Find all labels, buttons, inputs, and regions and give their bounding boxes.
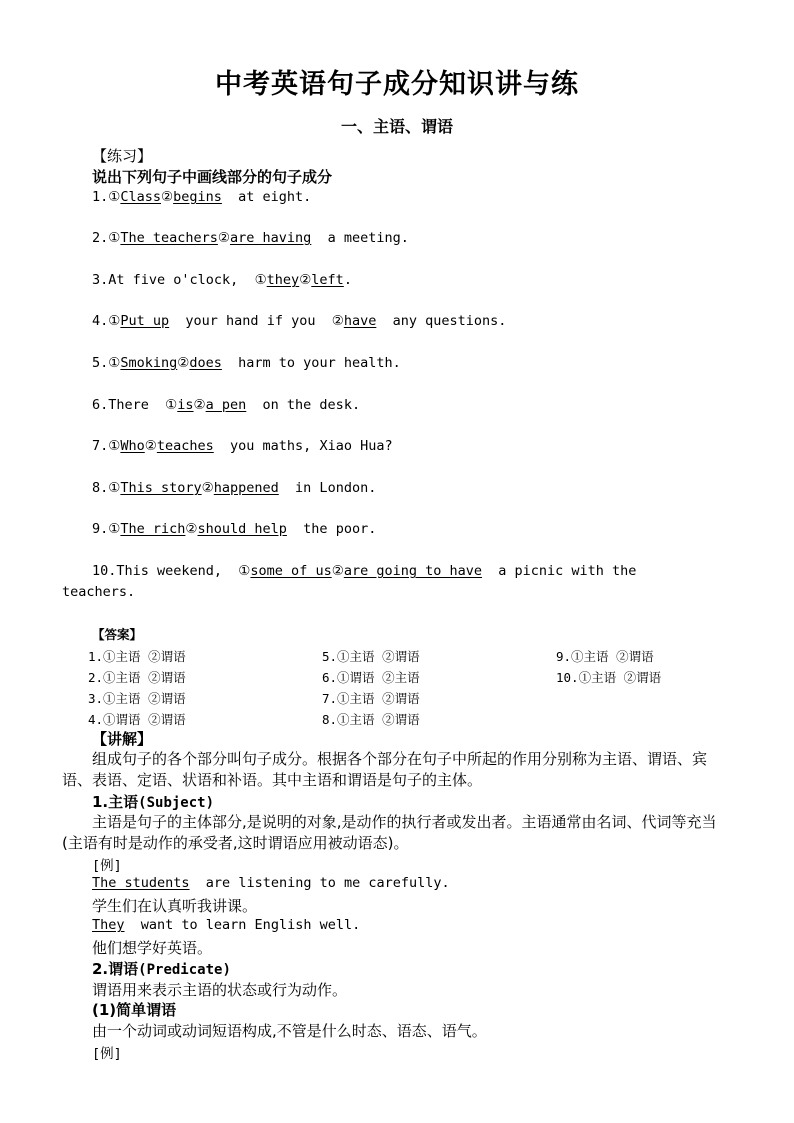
underlined-part: is bbox=[177, 397, 194, 413]
section-title: 一、主语、谓语 bbox=[340, 117, 453, 136]
simple-predicate-heading-num: (1) bbox=[92, 1001, 117, 1019]
predicate-example-label: [例] bbox=[92, 1046, 122, 1062]
sentence-text: on the desk. bbox=[246, 397, 361, 413]
underlined-part: happened bbox=[213, 480, 279, 496]
underlined-part: Smoking bbox=[120, 355, 178, 371]
predicate-heading-cn: 谓语 bbox=[108, 960, 139, 978]
underlined-part: Class bbox=[120, 189, 162, 205]
practice-item-number: 4. bbox=[92, 313, 109, 329]
practice-item-9 bbox=[92, 521, 376, 537]
document-title: 中考英语句子成分知识讲与练 bbox=[215, 69, 579, 100]
answer-entry: 1.①主语 ②谓语 bbox=[88, 649, 186, 664]
practice-item-number: 2. bbox=[92, 230, 109, 246]
sentence-text: harm to your health. bbox=[221, 355, 401, 371]
sentence-text: a meeting. bbox=[311, 230, 409, 246]
practice-item-5 bbox=[92, 355, 401, 371]
simple-predicate-text: 由一个动词或动词短语构成,不管是什么时态、语态、语气。 bbox=[92, 1022, 487, 1040]
subject-example-label: [例] bbox=[92, 858, 122, 874]
subject-heading-num: 1. bbox=[92, 793, 109, 811]
subject-example-1-underlined: The students bbox=[92, 875, 190, 891]
sentence-text: ② bbox=[217, 230, 231, 246]
sentence-text: ② bbox=[331, 563, 344, 579]
sentence-text: ② bbox=[185, 521, 198, 537]
sentence-text: ① bbox=[108, 189, 121, 205]
subject-example-2-underlined: They bbox=[92, 917, 125, 933]
sentence-text: ② bbox=[177, 355, 190, 371]
sentence-text: ② bbox=[201, 480, 214, 496]
sentence-text: your hand if you ② bbox=[169, 313, 344, 329]
sentence-text: you maths, Xiao Hua? bbox=[213, 438, 393, 454]
practice-item-7 bbox=[92, 438, 393, 454]
underlined-part: are going to have bbox=[343, 563, 482, 579]
sentence-text: ② bbox=[299, 272, 312, 288]
sentence-text: at eight. bbox=[221, 189, 312, 205]
practice-item-number: 6. bbox=[92, 397, 109, 413]
practice-item-10 bbox=[92, 563, 636, 579]
practice-item-number: 3. bbox=[92, 272, 109, 288]
predicate-heading bbox=[92, 958, 231, 979]
practice-item-number: 10. bbox=[92, 563, 117, 579]
subject-example-2-rest: want to learn English well. bbox=[124, 917, 361, 933]
sentence-text: ① bbox=[108, 480, 121, 496]
practice-item-number: 5. bbox=[92, 355, 109, 371]
underlined-part: Who bbox=[120, 438, 145, 454]
answer-entry: 10.①主语 ②谓语 bbox=[556, 670, 662, 685]
lecture-heading: 【讲解】 bbox=[92, 730, 153, 748]
subject-heading bbox=[92, 791, 214, 812]
answers-column-1 bbox=[88, 646, 186, 730]
underlined-part: a pen bbox=[205, 397, 247, 413]
practice-item-3 bbox=[92, 272, 352, 288]
sentence-text: ② bbox=[161, 189, 174, 205]
answer-entry: 3.①主语 ②谓语 bbox=[88, 691, 186, 706]
sentence-text: ① bbox=[108, 438, 121, 454]
underlined-part: have bbox=[343, 313, 377, 329]
sentence-text: ① bbox=[108, 521, 121, 537]
sentence-text: This weekend, ① bbox=[116, 563, 251, 579]
underlined-part: are having bbox=[230, 230, 312, 246]
answer-entry: 8.①主语 ②谓语 bbox=[322, 712, 420, 727]
sentence-text: ① bbox=[108, 230, 121, 246]
practice-instruction: 说出下列句子中画线部分的句子成分 bbox=[92, 168, 333, 186]
answers-column-3 bbox=[556, 646, 661, 688]
underlined-part: left bbox=[311, 272, 344, 288]
predicate-heading-en: (Predicate) bbox=[138, 962, 231, 978]
underlined-part: The rich bbox=[120, 521, 186, 537]
predicate-heading-num: 2. bbox=[92, 960, 109, 978]
practice-item-2 bbox=[92, 230, 409, 246]
subject-example-2 bbox=[92, 917, 360, 933]
practice-item-number: 8. bbox=[92, 480, 109, 496]
answer-entry: 2.①主语 ②谓语 bbox=[88, 670, 186, 685]
subject-heading-en: (Subject) bbox=[138, 795, 215, 811]
answer-entry: 7.①主语 ②谓语 bbox=[322, 691, 420, 706]
practice-item-1 bbox=[92, 189, 311, 205]
sentence-text: any questions. bbox=[376, 313, 507, 329]
sentence-text: the poor. bbox=[286, 521, 377, 537]
underlined-part: teaches bbox=[156, 438, 214, 454]
sentence-text: in London. bbox=[278, 480, 377, 496]
answers-column-2 bbox=[322, 646, 420, 730]
practice-item-8 bbox=[92, 480, 376, 496]
simple-predicate-heading-cn: 简单谓语 bbox=[116, 1001, 177, 1019]
simple-predicate-heading bbox=[92, 999, 176, 1020]
subject-example-1-translation: 学生们在认真听我讲课。 bbox=[92, 897, 258, 915]
practice-item-4 bbox=[92, 313, 506, 329]
practice-heading: 【练习】 bbox=[92, 147, 153, 165]
underlined-part: should help bbox=[197, 521, 287, 537]
answer-entry: 6.①谓语 ②主语 bbox=[322, 670, 420, 685]
practice-item-10-wrap: teachers. bbox=[62, 584, 136, 600]
underlined-part: begins bbox=[173, 189, 222, 205]
sentence-text: ① bbox=[108, 355, 121, 371]
underlined-part: Put up bbox=[120, 313, 170, 329]
subject-heading-cn: 主语 bbox=[108, 793, 139, 811]
predicate-text: 谓语用来表示主语的状态或行为动作。 bbox=[92, 981, 348, 999]
underlined-part: they bbox=[266, 272, 300, 288]
underlined-part: some of us bbox=[250, 563, 332, 579]
answer-entry: 9.①主语 ②谓语 bbox=[556, 649, 654, 664]
sentence-text: At five o'clock, ① bbox=[108, 272, 267, 288]
practice-item-number: 1. bbox=[92, 189, 109, 205]
answers-heading: 【答案】 bbox=[92, 627, 143, 642]
lecture-intro: 组成句子的各个部分叫句子成分。根据各个部分在句子中所起的作用分别称为主语、谓语、宾语、表语、定语、状语和补语。其中主语和谓语是句子的主体。 bbox=[62, 750, 708, 789]
answer-entry: 4.①谓语 ②谓语 bbox=[88, 712, 186, 727]
practice-item-6 bbox=[92, 397, 360, 413]
practice-item-number: 9. bbox=[92, 521, 109, 537]
underlined-part: The teachers bbox=[120, 230, 218, 246]
underlined-part: does bbox=[189, 355, 222, 371]
sentence-text: ① bbox=[108, 313, 121, 329]
subject-example-1-rest: are listening to me carefully. bbox=[189, 875, 450, 891]
underlined-part: This story bbox=[120, 480, 202, 496]
sentence-text: There ① bbox=[108, 397, 178, 413]
sentence-text: a picnic with the bbox=[481, 563, 637, 579]
sentence-text: . bbox=[343, 272, 352, 288]
subject-text: 主语是句子的主体部分,是说明的对象,是动作的执行者或发出者。主语通常由名词、代词等充当(主语有时是动作的承受者,这时谓语应用被动语态)。 bbox=[62, 813, 717, 852]
practice-item-number: 7. bbox=[92, 438, 109, 454]
sentence-text: ② bbox=[144, 438, 157, 454]
answer-entry: 5.①主语 ②谓语 bbox=[322, 649, 420, 664]
sentence-text: ② bbox=[193, 397, 206, 413]
subject-example-1 bbox=[92, 875, 450, 891]
subject-example-2-translation: 他们想学好英语。 bbox=[92, 939, 213, 957]
